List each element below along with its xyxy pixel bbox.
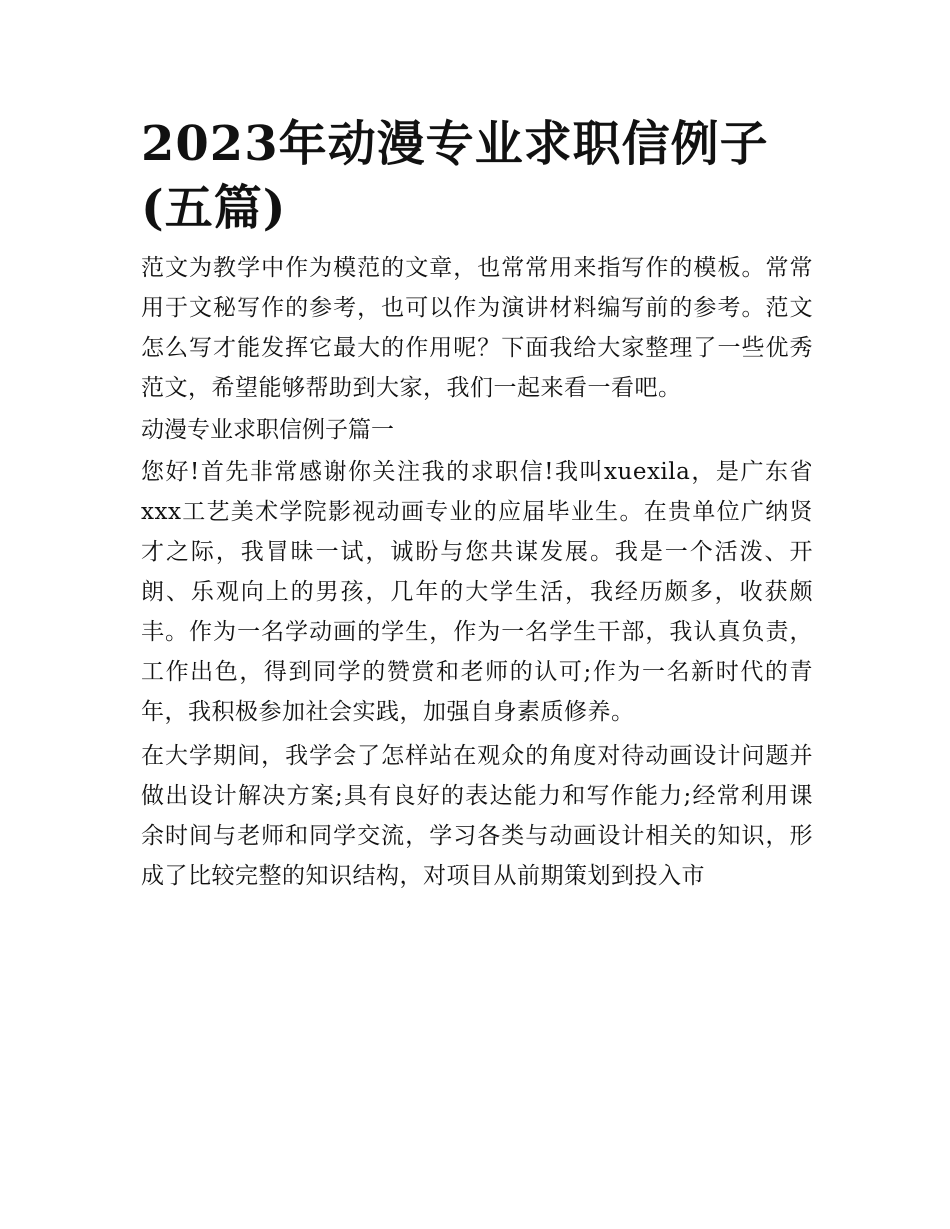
body-paragraph-2: 在大学期间，我学会了怎样站在观众的角度对待动画设计问题并做出设计解决方案;具有良好的表达能力和写作能力;经常利用课余时间与老师和同学交流，学习各类与动画设计相关的知识，形成了比较完整的知识结构，对项目从前期策划到投入市: [141, 743, 813, 889]
body-paragraph-1: 您好!首先非常感谢你关注我的求职信!我叫xuexila，是广东省xxx工艺美术学院影视动画专业的应届毕业生。在贵单位广纳贤才之际，我冒昧一试，诚盼与您共谋发展。我是一个活泼、开朗、乐观向上的男孩，几年的大学生活，我经历颇多，收获颇丰。作为一名学动画的学生，作为一名学生干部，我认真负责，工作出色，得到同学的赞赏和老师的认可;作为一名新时代的青年，我积极参加社会实践，加强自身素质修养。: [141, 459, 813, 725]
intro-paragraph: 范文为教学中作为模范的文章，也常常用来指写作的模板。常常用于文秘写作的参考，也可以作为演讲材料编写前的参考。范文怎么写才能发挥它最大的作用呢？下面我给大家整理了一些优秀范文，希望能够帮助到大家，我们一起来看一看吧。: [141, 255, 813, 401]
document-title: 2023年动漫专业求职信例子(五篇): [141, 116, 769, 236]
document-page: [141, 112, 813, 900]
section-heading: 动漫专业求职信例子篇一: [141, 417, 394, 443]
